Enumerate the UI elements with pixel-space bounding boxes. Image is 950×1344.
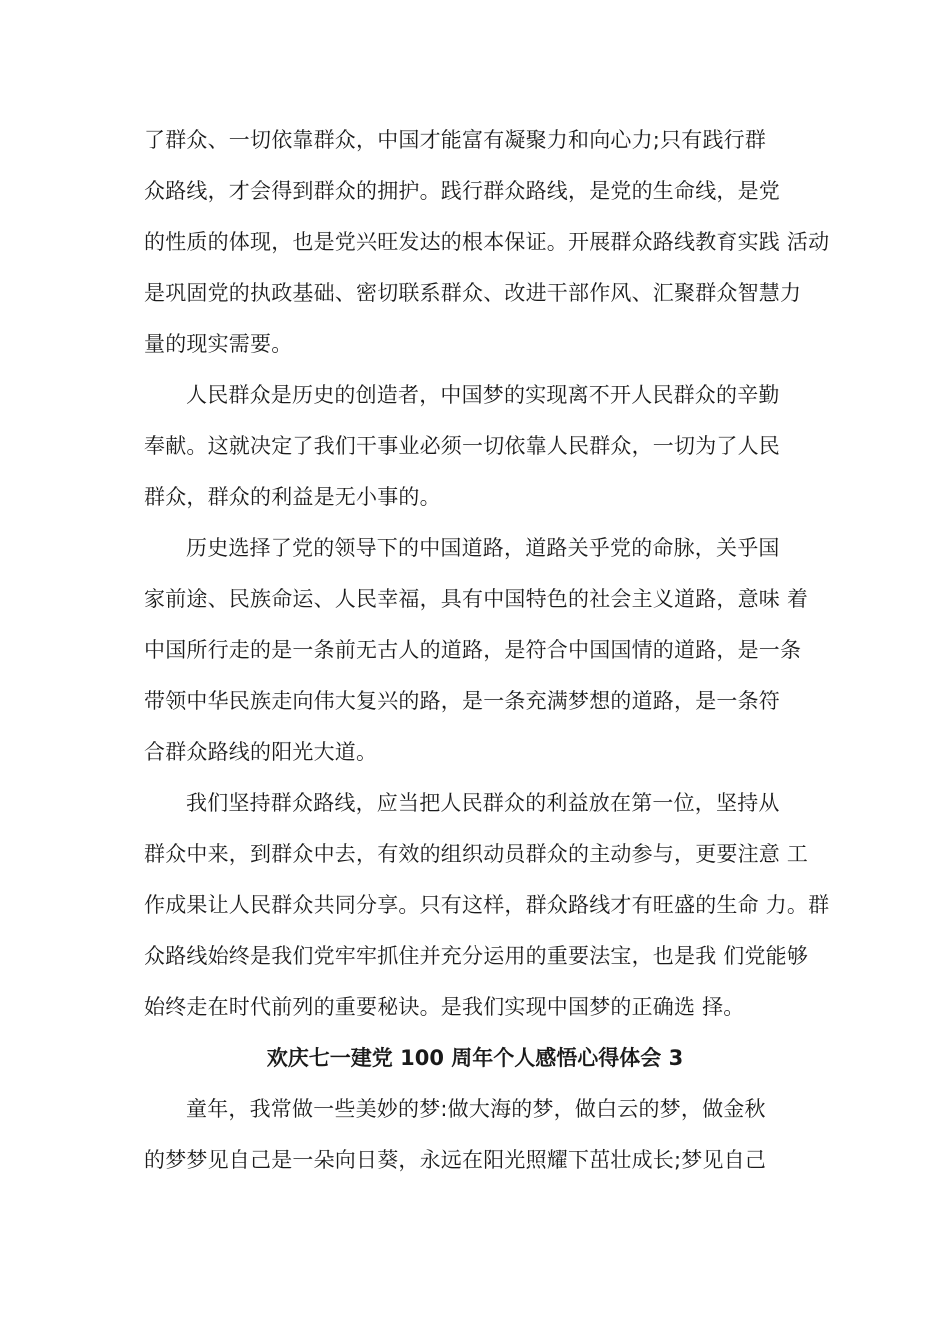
paragraph-4-line-3: 作成果让人民群众共同分享。只有这样，群众路线才有旺盛的生命 力。群 xyxy=(144,893,830,917)
paragraph-4-line-2: 群众中来，到群众中去，有效的组织动员群众的主动参与，更要注意 工 xyxy=(144,842,809,866)
section-heading: 欢庆七一建党 100 周年个人感悟心得体会 3 xyxy=(266,1046,684,1070)
paragraph-1-line-3: 的性质的体现，也是党兴旺发达的根本保证。开展群众路线教育实践 活动 xyxy=(144,230,830,254)
paragraph-3-line-4: 带领中华民族走向伟大复兴的路，是一条充满梦想的道路，是一条符 xyxy=(144,689,780,713)
paragraph-3-line-3: 中国所行走的是一条前无古人的道路，是符合中国国情的道路，是一条 xyxy=(144,638,802,662)
paragraph-4-line-5: 始终走在时代前列的重要秘诀。是我们实现中国梦的正确选 择。 xyxy=(144,995,745,1019)
paragraph-2-line-1: 人民群众是历史的创造者，中国梦的实现离不开人民群众的辛勤 xyxy=(186,383,780,407)
paragraph-4-line-1: 我们坚持群众路线，应当把人民群众的利益放在第一位，坚持从 xyxy=(186,791,780,815)
paragraph-1-line-4: 是巩固党的执政基础、密切联系群众、改进干部作风、汇聚群众智慧力 xyxy=(144,281,802,305)
paragraph-2-line-3: 群众，群众的利益是无小事的。 xyxy=(144,485,441,509)
paragraph-3-line-5: 合群众路线的阳光大道。 xyxy=(144,740,378,764)
paragraph-4-line-4: 众路线始终是我们党牢牢抓住并充分运用的重要法宝，也是我 们党能够 xyxy=(144,944,809,968)
paragraph-2-line-2: 奉献。这就决定了我们干事业必须一切依靠人民群众，一切为了人民 xyxy=(144,434,780,458)
paragraph-1-line-1: 了群众、一切依靠群众，中国才能富有凝聚力和向心力;只有践行群 xyxy=(144,128,767,152)
paragraph-5-line-2: 的梦梦见自己是一朵向日葵，永远在阳光照耀下茁壮成长;梦见自己 xyxy=(144,1148,767,1172)
paragraph-1-line-5: 量的现实需要。 xyxy=(144,332,293,356)
paragraph-3-line-1: 历史选择了党的领导下的中国道路，道路关乎党的命脉，关乎国 xyxy=(186,536,780,560)
paragraph-3-line-2: 家前途、民族命运、人民幸福，具有中国特色的社会主义道路，意味 着 xyxy=(144,587,809,611)
paragraph-1-line-2: 众路线，才会得到群众的拥护。践行群众路线，是党的生命线，是党 xyxy=(144,179,780,203)
paragraph-5-line-1: 童年，我常做一些美妙的梦:做大海的梦，做白云的梦，做金秋 xyxy=(186,1097,766,1121)
